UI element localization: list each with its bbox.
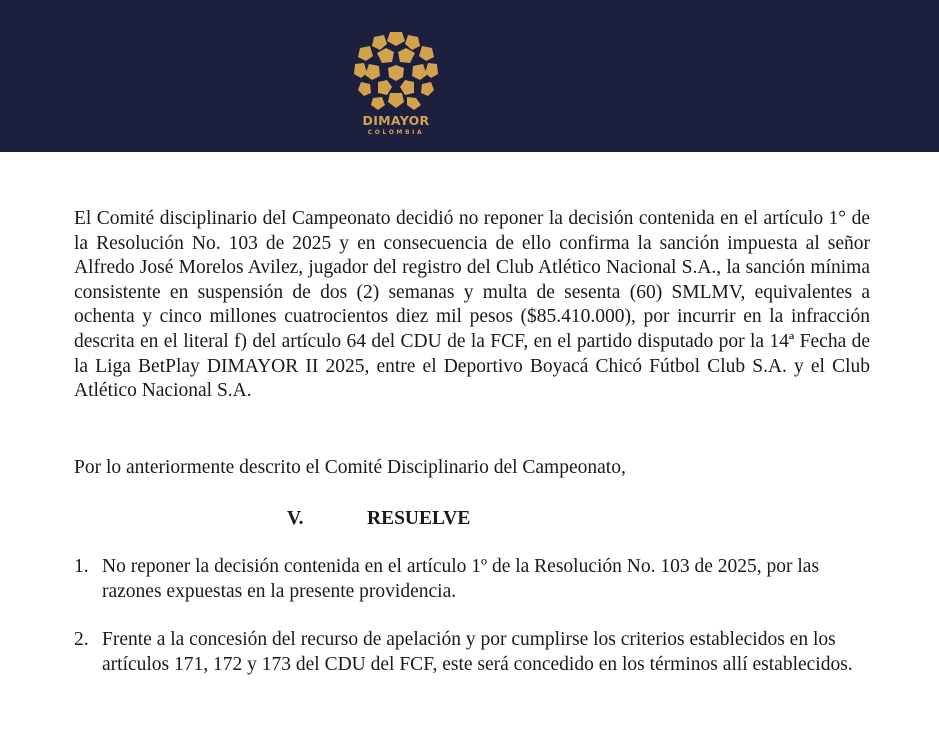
header-banner [0,0,939,152]
dimayor-logo [352,30,440,140]
section-number: V. [287,508,304,529]
document-body [74,207,870,675]
list-item-text: No reponer la decisión contenida en el artículo 1º de la Resolución No. 103 de 2025, por las razones expuestas en la presente providencia. [102,556,820,602]
list-item-number: 1. [74,556,89,577]
logo-wordmark: DIMAYOR [362,113,430,128]
ball-emblem-icon [352,30,440,112]
logo-subtitle: COLOMBIA [367,129,425,136]
decision-paragraph: El Comité disciplinario del Campeonato decidió no reponer la decisión contenida en el artículo 1° de la Resolución No. 103 de 2025 y en consecuencia de ello confirma la sanción impuesta al señor Alfredo José Morelos Avilez, jugador del registro del Club Atlético Nacional S.A., la sanción mínima consistente en suspensión de dos (2) semanas y multa de sesenta (60) SMLMV, equivalentes a ochenta y cinco millones cuatrocientos diez mil pesos ($85.410.000), por incurrir en la infracción descrita en el literal f) del artículo 64 del CDU de la FCF, en el partido disputado por la 14ª Fecha de la Liga BetPlay DIMAYOR II 2025, entre el Deportivo Boyacá Chicó Fútbol Club S.A. y el Club Atlético Nacional S.A. [74,208,870,402]
section-title: RESUELVE [367,508,471,529]
intro-paragraph: Por lo anteriormente descrito el Comité Disciplinario del Campeonato, [74,457,626,478]
list-item-text: Frente a la concesión del recurso de apelación y por cumplirse los criterios establecidos en los artículos 171, 172 y 173 del CDU del FCF, este será concedido en los términos allí establecidos. [102,629,853,675]
list-item-number: 2. [74,629,89,650]
